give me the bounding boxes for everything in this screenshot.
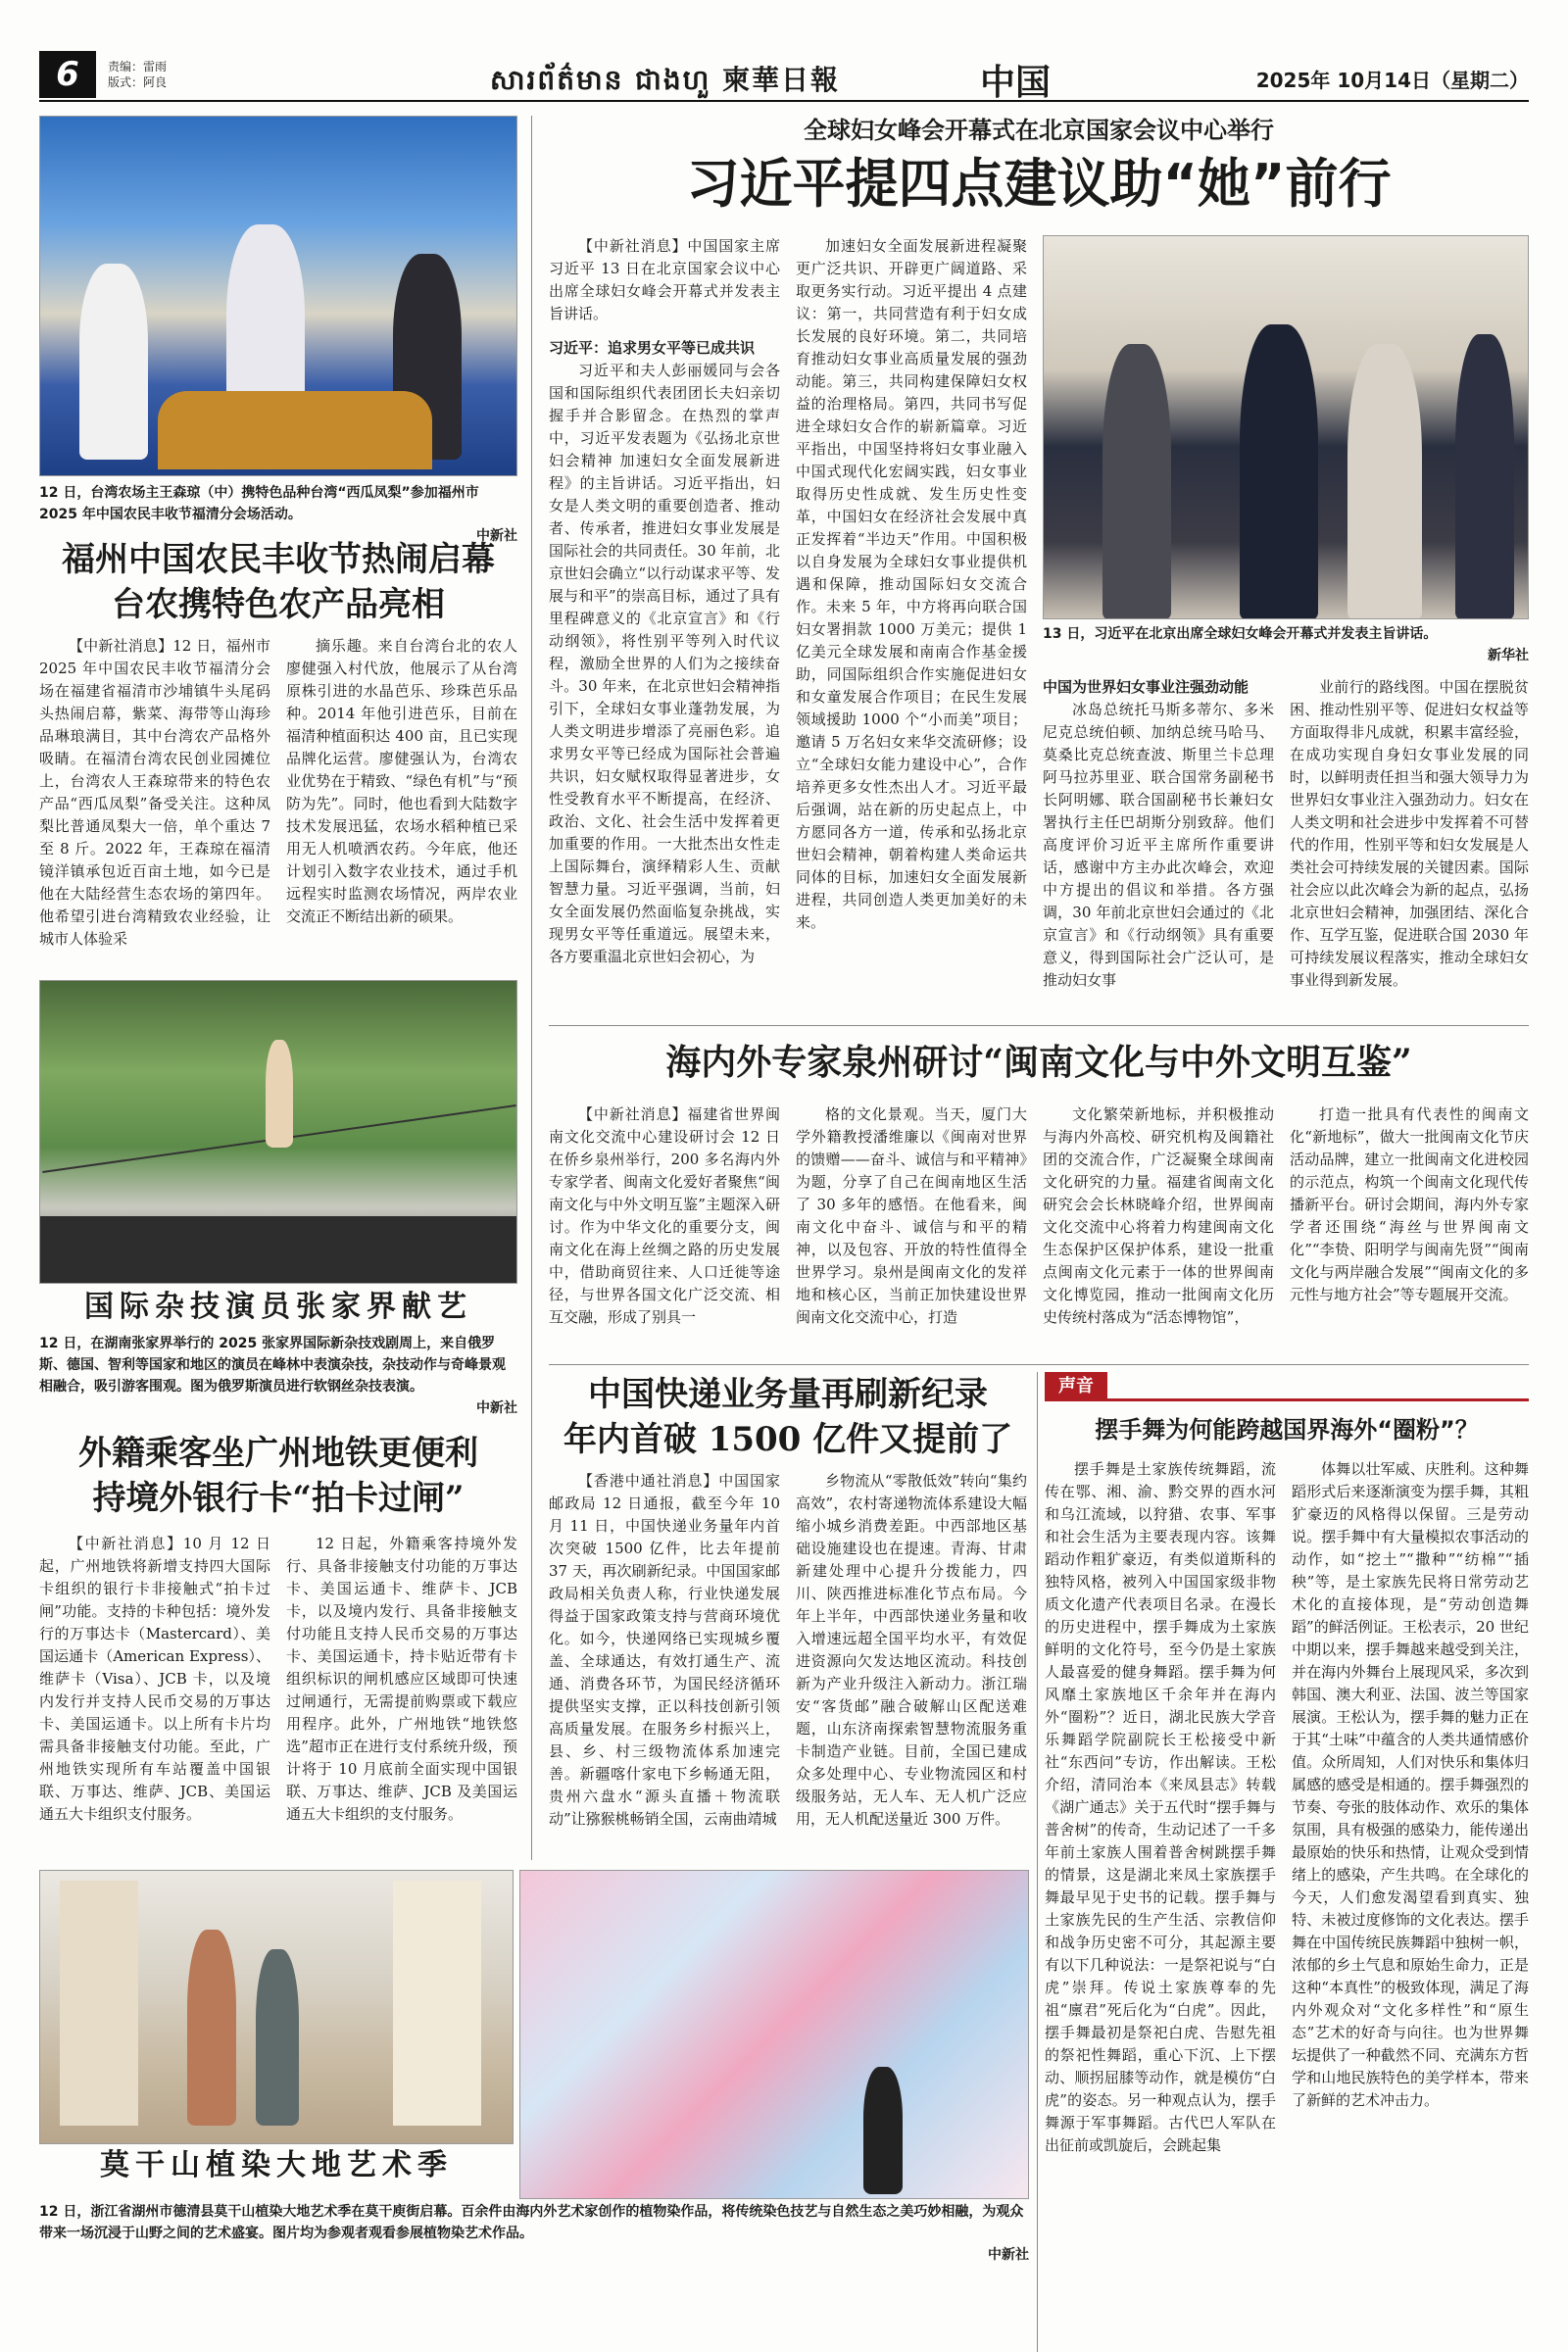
metro-headline-line1: 外籍乘客坐广州地铁更便利	[78, 1434, 478, 1473]
farm-photo	[39, 116, 517, 476]
dateline: 2025年 10月14日（星期二）	[1255, 69, 1529, 92]
delegate	[1240, 324, 1318, 619]
farm-headline-line1: 福州中国农民丰收节热闹启幕	[62, 540, 495, 579]
moganshan-photo-left	[39, 1870, 514, 2144]
summit-headline: 习近平提四点建议助“她”前行	[686, 153, 1392, 215]
minnan-col-4	[1290, 1103, 1529, 1354]
summit-photo	[1043, 235, 1529, 619]
minnan-col4-text: 打造一批具有代表性的闽南文化“新地标”，做大一批闽南文化节庆活动品牌，建立一批闽南文化进校园的示范点，构筑一个闽南文化现代传播新平台。研讨会期间，海内外专家学者还围绕“海丝与世界闽南文化”“李贽、阳明学与闽南先贤”“闽南文化与两岸融合发展”“闽南文化的多元性与地方社会”等专题展开交流。	[1290, 1105, 1529, 1303]
summit-intro: 【中新社消息】中国国家主席习近平 13 日在北京国家会议中心出席全球妇女峰会开幕式并发表主旨讲话。	[549, 237, 780, 322]
summit-col-4	[1290, 676, 1529, 1015]
metro-col-1	[39, 1533, 270, 1848]
metro-col1-text: 【中新社消息】10 月 12 日起，广州地铁将新增支持四大国际卡组织的银行卡非接触式“拍卡过闸”功能。支持的卡种包括：境外发行的万事达卡（Mastercard）、美国运通卡（American Express）、维萨卡（Visa）、JCB 卡，以及境内发行并支持人民币交易的万事达卡、美国运通卡。以上所有卡片均需具备非接触支付功能。至此，广州地铁实现所有车站覆盖中国银联、万事达、维萨、JCB、美国运通五大卡组织支付服务。	[39, 1535, 270, 1823]
metro-col2-text: 12 日起，外籍乘客持境外发行、具备非接触支付功能的万事达卡、美国运通卡、维萨卡、JCB 卡，以及境内发行、具备非接触支付功能且支持人民币交易的万事达卡、美国运通卡，持卡贴近带有卡组织标识的闸机感应区域即可快速过闸通行，无需提前购票或下载应用程序。此外，广州地铁“地铁悠选”超市正在进行支付系统升级，预计将于 10 月底前全面实现中国银联、万事达、维萨、JCB 及美国运通五大卡组织的支付服务。	[286, 1535, 517, 1823]
voice-headline: 摆手舞为何能跨越国界海外“圈粉”？	[1095, 1416, 1479, 1444]
farm-headline-line2: 台农携特色农产品亮相	[112, 585, 445, 624]
summit-col1-text: 习近平和夫人彭丽媛同与会各国和国际组织代表团团长夫妇亲切握手并合影留念。在热烈的掌声中，习近平发表题为《弘扬北京世妇会精神 加速妇女全面发展新进程》的主旨讲话。习近平指出，妇女是人类文明的重要创造者、推动者、传承者，推进妇女事业发展是国际社会的共同责任。30 年前，北京世妇会确立“以行动谋求平等、发展与和平”的崇高目标，通过了具有里程碑意义的《北京宣言》和《行动纲领》，将性别平等列入时代议程，激励全世界的人们为之接续奋斗。30 年来，在北京世妇会精神指引下，全球妇女事业蓬勃发展，为人类文明进步增添了亮丽色彩。追求男女平等已经成为国际社会普遍共识，妇女赋权取得显著进步，女性受教育水平不断提高，在经济、政治、文化、社会生活中发挥着更加重要的作用。一大批杰出女性走上国际舞台，演绎精彩人生、贡献智慧力量。习近平强调，当前，妇女全面发展仍然面临复杂挑战，实现男女平等任重道远。展望未来，各方要重温北京世妇会初心，为	[549, 362, 780, 965]
editor-line: 责编：雷雨	[108, 60, 168, 74]
moganshan-caption-text: 12 日，浙江省湖州市德清县莫干山植染大地艺术季在莫干庾街启幕。百余件由海内外艺术家创作的植物染作品，将传统染色技艺与自然生态之美巧妙相融，为观众带来一场沉浸于山野之间的艺术盛宴。图片均为参观者观看参展植物染艺术作品。	[39, 2204, 1024, 2241]
farm-person	[79, 264, 148, 460]
visitor	[187, 1930, 236, 2126]
minnan-col1-text: 【中新社消息】福建省世界闽南文化交流中心建设研讨会 12 日在侨乡泉州举行，200 多名海内外专家学者、闽南文化爱好者聚焦“闽南文化与中外文明互鉴”主题深入研讨。作为中华文化的重要分支，闽南文化在海上丝绸之路的历史发展中，借助商贸往来、人口迁徙等途径，与世界各国文化广泛交流、相互交融，形成了别具一	[549, 1105, 780, 1326]
voice-col-2	[1292, 1458, 1529, 2340]
acrobat-title: 国际杂技演员张家界献艺	[84, 1290, 472, 1324]
acrobat-photo	[39, 980, 517, 1284]
summit-col-3	[1043, 676, 1274, 1015]
voice-label-box	[1045, 1372, 1529, 1401]
summit-subhead-2: 中国为世界妇女事业注强劲动能	[1043, 678, 1250, 696]
summit-photo-caption-text: 13 日，习近平在北京出席全球妇女峰会开幕式并发表主旨讲话。	[1043, 626, 1438, 642]
minnan-col-2	[796, 1103, 1027, 1354]
acrobat-caption	[39, 1333, 517, 1419]
moganshan-credit: 中新社	[988, 2247, 1029, 2263]
delegate	[1348, 344, 1422, 619]
express-col1-text: 【香港中通社消息】中国国家邮政局 12 日通报，截至今年 10 月 11 日，中国快递业务量年内首次突破 1500 亿件，比去年提前 37 天，再次刷新纪录。中国国家邮政局相关负责人称，行业快递发展得益于国家政策支持与营商环境优化。如今，快递网络已实现城乡覆盖、全球通达，有效打通生产、流通、消费各环节，为国民经济循环提供坚实支撑，正以科技创新引领高质量发展。在服务乡村振兴上，县、乡、村三级物流体系加速完善。新疆喀什家电下乡畅通无阻，贵州六盘水“源头直播＋物流联动”让猕猴桃畅销全国，云南曲靖城	[549, 1472, 780, 1828]
express-headline	[549, 1372, 1027, 1462]
moganshan-title: 莫干山植染大地艺术季	[100, 2148, 453, 2182]
summit-col-1	[549, 235, 780, 1015]
minnan-headline: 海内外专家泉州研讨“闽南文化与中外文明互鉴”	[665, 1042, 1412, 1083]
crowd	[40, 1216, 517, 1284]
farm-credit: 中新社	[476, 528, 517, 544]
summit-photo-credit: 新华社	[1488, 648, 1529, 663]
summit-photo-caption	[1043, 623, 1529, 666]
summit-col2-text: 加速妇女全面发展新进程凝聚更广泛共识、开辟更广阔道路、采取更务实行动。习近平提出 4 点建议：第一，共同营造有利于妇女成长发展的良好环境。第二，共同培育推动妇女事业高质量发展的强劲动能。第三，共同构建保障妇女权益的治理格局。第四，共同书写促进全球妇女合作的崭新篇章。习近平指出，中国坚持将妇女事业融入中国式现代化宏阔实践，妇女事业取得历史性成就、发生历史性变革，中国妇女在经济社会发展中真正发挥着“半边天”作用。中国积极以自身发展为全球妇女事业提供机遇和保障，推动国际妇女交流合作。未来 5 年，中方将再向联合国妇女署捐款 1000 万美元；提供 1 亿美元全球发展和南南合作基金援助，同国际组织合作实施促进妇女和女童发展合作项目；在民生发展领域援助 1000 个“小而美”项目；邀请 5 万名妇女来华交流研修；设立“全球妇女能力建设中心”，合作培养更多女性杰出人才。习近平最后强调，站在新的历史起点上，中方愿同各方一道，传承和弘扬北京世妇会精神，朝着构建人类命运共同体的目标，加速妇女全面发展新进程，共同创造人类更加美好的未来。	[796, 237, 1027, 931]
express-col2-text: 乡物流从“零散低效”转向“集约高效”，农村寄递物流体系建设大幅缩小城乡消费差距。中西部地区基础设施建设也在提速。青海、甘肃新建处理中心提升分拨能力，四川、陕西推进标准化节点布局。今年上半年，中西部快递业务量和收入增速远超全国平均水平，有效促进资源向欠发达地区流动。科技创新为产业升级注入新动力。浙江瑞安“客货邮”融合破解山区配送难题，山东济南探索智慧物流服务重卡制造产业链。目前，全国已建成众多处理中心、专业物流园区和村级服务站，无人车、无人机广泛应用，无人机配送量近 300 万件。	[796, 1472, 1027, 1828]
farm-col-2	[286, 635, 517, 964]
summit-divider	[549, 1025, 1529, 1026]
minnan-divider	[549, 1364, 1529, 1365]
minnan-col-1	[549, 1103, 780, 1354]
express-col-2	[796, 1470, 1027, 1854]
page-header	[39, 51, 1529, 102]
farm-col-1	[39, 635, 270, 964]
farm-caption-text: 12 日，台湾农场主王森琼（中）携特色品种台湾“西瓜凤梨”参加福州市 2025 年中国农民丰收节福清分会场活动。	[39, 485, 479, 522]
voice-col-1	[1045, 1458, 1276, 2340]
delegate	[1102, 344, 1171, 619]
voice-col1-text: 摆手舞是土家族传统舞蹈，流传在鄂、湘、渝、黔交界的酉水河和乌江流域，以狩猎、农事、军事和社会生活为主要表现内容。该舞蹈动作粗犷豪迈，有类似道斯科的独特风格，被列入中国国家级非物质文化遗产代表项目名录。在漫长的历史进程中，摆手舞成为土家族鲜明的文化符号，至今仍是土家族人最喜爱的健身舞蹈。摆手舞为何风靡土家族地区千余年并在海内外“圈粉”？近日，湖北民族大学音乐舞蹈学院副院长王松接受中新社“东西问”专访，作出解读。王松介绍，清同治本《来凤县志》转载《湖广通志》关于五代时“摆手舞与普舍树”的传奇，生动记述了一千多年前土家族人围着普舍树跳摆手舞的情景，这是湖北来凤土家族摆手舞最早见于史书的记载。摆手舞与土家族先民的生产生活、宗教信仰和战争历史密不可分，其起源主要有以下几种说法：一是祭祀说与“白虎”崇拜。传说土家族尊奉的先祖“廪君”死后化为“白虎”。因此，摆手舞最初是祭祀白虎、告慰先祖的祭祀性舞蹈，重心下沉、上下摆动、顺拐屈膝等动作，就是模仿“白虎”的姿态。另一种观点认为，摆手舞源于军事舞蹈。古代巴人军队在出征前或凯旋后，会跳起集	[1045, 1460, 1276, 2154]
acrobat-credit: 中新社	[476, 1400, 517, 1416]
express-col-1	[549, 1470, 780, 1854]
metro-col-2	[286, 1533, 517, 1848]
column-divider	[531, 116, 532, 1860]
hanging-cloth	[393, 1881, 481, 2126]
summit-col4-text: 业前行的路线图。中国在摆脱贫困、推动性别平等、促进妇女权益等方面取得非凡成就，积累丰富经验，在成功实现自身妇女事业发展的同时，以鲜明责任担当和强大领导力为世界妇女事业注入强劲动力。妇女在人类文明和社会进步中发挥着不可替代的作用，性别平等和妇女发展是人类社会可持续发展的关键因素。国际社会应以此次峰会为新的起点，弘扬北京世妇会精神，加强团结、深化合作、互学互鉴，促进联合国 2030 年可持续发展议程落实，推动全球妇女事业得到新发展。	[1290, 678, 1529, 989]
farm-col2-text: 摘乐趣。来自台湾台北的农人廖健强入村代放，他展示了从台湾原株引进的水晶芭乐、珍珠芭乐品种。2014 年他引进芭乐，目前在福清种植面积达 400 亩，且已实现品牌化运营。廖健强认为，台湾农业优势在于精致、“绿色有机”与“预防为先”。同时，他也看到大陆数字技术发展迅猛，农场水稻种植已采用无人机喷洒农药。今年底，他还计划引入数字农业技术，通过手机远程实时监测农场情况，两岸农业交流正不断结出新的硕果。	[286, 637, 517, 925]
moganshan-photo-right	[519, 1870, 1029, 2199]
pineapple-stand	[158, 391, 432, 469]
voice-divider	[1037, 1372, 1038, 2352]
summit-col-2	[796, 235, 1027, 1015]
voice-label: 声音	[1045, 1372, 1107, 1401]
metro-headline-line2: 持境外银行卡“拍卡过闸”	[92, 1479, 465, 1518]
minnan-col2-text: 格的文化景观。当天，厦门大学外籍教授潘维廉以《闽南对世界的馈赠——奋斗、诚信与和平精神》为题，分享了自己在闽南地区生活了 30 多年的感悟。在他看来，闽南文化中奋斗、诚信与和平的精神，以及包容、开放的特性值得全世界学习。泉州是闽南文化的发祥地和核心区，当前正加快建设世界闽南文化交流中心，打造	[796, 1105, 1027, 1326]
express-headline-line2: 年内首破 1500 亿件又提前了	[563, 1420, 1013, 1459]
visitor	[863, 2067, 903, 2194]
farm-col1-text: 【中新社消息】12 日，福州市 2025 年中国农民丰收节福清分会场在福建省福清市沙埔镇牛头尾码头热闹启幕，紫菜、海带等山海珍品琳琅满目，其中台湾农产品格外吸睛。在福清台湾农民创业园摊位上，台湾农人王森琼带来的特色农产品“西瓜凤梨”备受关注。这种凤梨比普通凤梨大一倍，单个重达 7 至 8 斤。2022 年，王森琼在福清镜洋镇承包近百亩土地，如今已是他在大陆经营生态农场的第四年。他希望引进台湾精致农业经验，让城市人体验采	[39, 637, 270, 948]
acrobat-performer	[266, 1040, 293, 1148]
acrobat-caption-text: 12 日，在湖南张家界举行的 2025 张家界国际新杂技戏剧周上，来自俄罗斯、德国、智利等国家和地区的演员在峰林中表演杂技，杂技动作与奇峰景观相融合，吸引游客围观。图为俄罗斯演员进行软钢丝杂技表演。	[39, 1336, 506, 1395]
delegate	[1455, 334, 1514, 619]
summit-kicker: 全球妇女峰会开幕式在北京国家会议中心举行	[804, 117, 1274, 144]
metro-headline	[39, 1431, 517, 1521]
paper-name: សារព័ត៌មាន ជាងហួ 柬華日報	[490, 64, 841, 96]
express-headline-line1: 中国快递业务量再刷新纪录	[588, 1375, 988, 1414]
summit-col3-text: 冰岛总统托马斯多蒂尔、多米尼克总统伯顿、加纳总统马哈马、莫桑比克总统查波、斯里兰卡总理阿马拉苏里亚、联合国常务副秘书长阿明娜、联合国副秘书长兼妇女署执行主任巴胡斯分别致辞。他们高度评价习近平主席所作重要讲话，感谢中方主办此次峰会，欢迎中方提出的倡议和举措。各方强调，30 年前北京世妇会通过的《北京宣言》和《行动纲领》具有重要意义，得到国际社会广泛认可，是推动妇女事	[1043, 701, 1274, 989]
hanging-cloth	[60, 1881, 138, 2126]
editors-box	[108, 59, 167, 90]
layout-line: 版式：阿良	[108, 75, 168, 89]
page-number: 6	[39, 51, 96, 98]
minnan-col-3	[1043, 1103, 1274, 1354]
summit-subhead-1: 习近平：追求男女平等已成共识	[549, 339, 756, 357]
visitor	[256, 1949, 299, 2126]
moganshan-caption	[39, 2201, 1029, 2266]
minnan-col3-text: 文化繁荣新地标，并积极推动与海内外高校、研究机构及闽籍社团的交流合作，广泛凝聚全球闽南文化研究的力量。福建省闽南文化研究会会长林晓峰介绍，世界闽南文化交流中心将着力构建闽南文化生态保护区保护体系，建设一批重点闽南文化元素于一体的世界闽南文化博览园，推动一批闽南文化历史传统村落成为“活态博物馆”，	[1043, 1105, 1274, 1326]
section-name: 中国	[980, 63, 1052, 103]
farm-headline	[39, 537, 517, 627]
voice-col2-text: 体舞以壮军威、庆胜利。这种舞蹈形式后来逐渐演变为摆手舞，其粗犷豪迈的风格得以保留。三是劳动说。摆手舞中有大量模拟农事活动的动作，如“挖土”“撒种”“纺棉”“插秧”等，是土家族先民将日常劳动艺术化的直接体现，是“劳动创造舞蹈”的鲜活例证。王松表示，20 世纪中期以来，摆手舞越来越受到关注，并在海内外舞台上展现风采，多次到韩国、澳大利亚、法国、波兰等国家展演。王松认为，摆手舞的魅力正在于其“土味”中蕴含的人类共通情感价值。众所周知，人们对快乐和集体归属感的感受是相通的。摆手舞强烈的节奏、夸张的肢体动作、欢乐的集体氛围，具有极强的感染力，能传递出最原始的快乐和热情，让观众受到情绪上的感染，产生共鸣。在全球化的今天，人们愈发渴望看到真实、独特、未被过度修饰的文化表达。摆手舞在中国传统民族舞蹈中独树一帜，浓郁的乡土气息和原始生命力，正是这种“本真性”的极致体现，满足了海内外观众对“文化多样性”和“原生态”艺术的好奇与向往。也为世界舞坛提供了一种截然不同、充满东方哲学和山地民族特色的美学样本，带来了新鲜的艺术冲击力。	[1292, 1460, 1529, 2109]
